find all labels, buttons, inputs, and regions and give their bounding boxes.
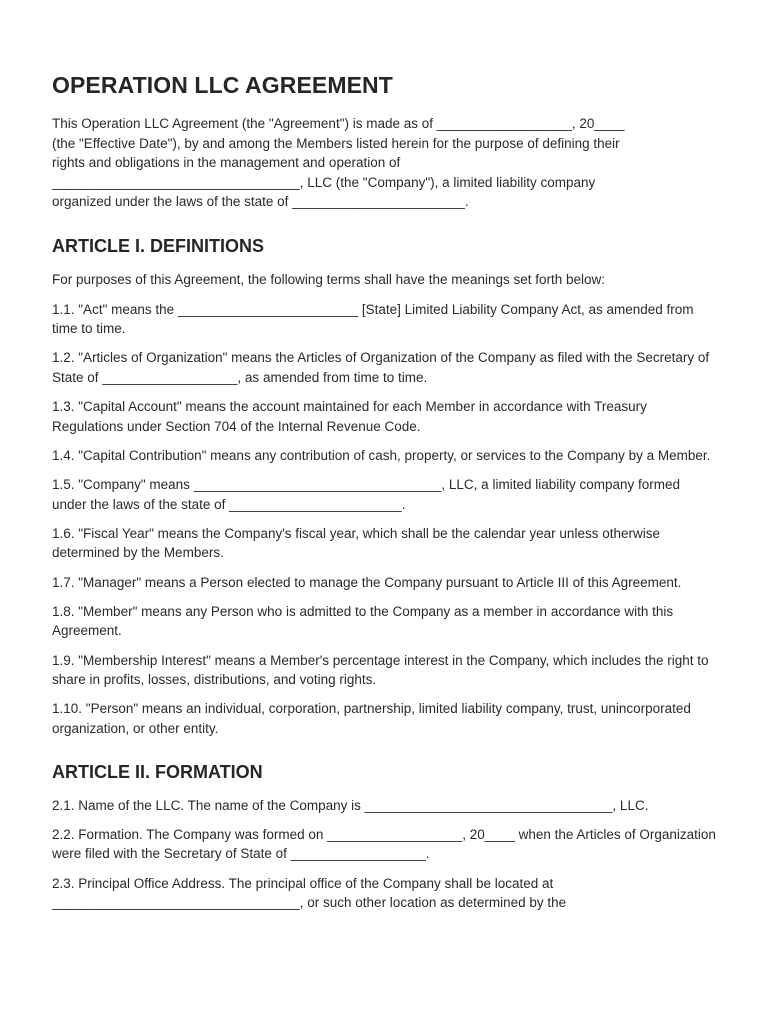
definition-1-6: 1.6. "Fiscal Year" means the Company's fiscal year, which shall be the calendar year unless otherwise determined by the Members. (52, 525, 660, 561)
section-2-2: 2.2. Formation. The Company was formed on __________________, 20____ when the Articles of Organization were filed with the Secretary of State of __________________. (52, 826, 716, 862)
section-2-3: 2.3. Principal Office Address. The principal office of the Company shall be located at _________________________________, or such other location as determined by the (52, 875, 567, 911)
definition-1-8: 1.8. "Member" means any Person who is admitted to the Company as a member in accordance with this Agreement. (52, 603, 674, 639)
definition-1-3: 1.3. "Capital Account" means the account maintained for each Member in accordance with Treasury Regulations under Section 704 of the Internal Revenue Code. (52, 399, 647, 434)
definitions-lead: For purposes of this Agreement, the following terms shall have the meanings set forth below: (52, 271, 606, 287)
intro-line: (the "Effective Date"), by and among the Members listed herein for the purpose of defining their (52, 135, 620, 151)
intro-line: This Operation LLC Agreement (the "Agreement") is made as of __________________, 20____ (52, 116, 625, 131)
definition-1-10: 1.10. "Person" means an individual, corporation, partnership, limited liability company, trust, unincorporated organization, or other entity. (52, 701, 691, 736)
document-body (52, 70, 716, 922)
intro-paragraph (52, 114, 716, 212)
intro-line: rights and obligations in the management and operation of (52, 155, 401, 171)
definition-1-7: 1.7. "Manager" means a Person elected to manage the Company pursuant to Article III of this Agreement. (52, 574, 682, 590)
section-2-1: 2.1. Name of the LLC. The name of the Company is _________________________________, LLC. (52, 797, 649, 813)
document-title: OPERATION LLC AGREEMENT (52, 72, 393, 98)
definition-1-4: 1.4. "Capital Contribution" means any contribution of cash, property, or services to the Company by a Member. (52, 447, 711, 463)
article-2-heading: ARTICLE II. FORMATION (52, 761, 263, 782)
intro-line: organized under the laws of the state of _______________________. (52, 194, 469, 210)
definition-1-9: 1.9. "Membership Interest" means a Member's percentage interest in the Company, which includes the right to share in profits, losses, distributions, and voting rights. (52, 652, 709, 688)
definition-1-5: 1.5. "Company" means _________________________________, LLC, a limited liability company formed under the laws of the state of _______________________. (52, 477, 681, 512)
definition-1-2: 1.2. "Articles of Organization" means the Articles of Organization of the Company as filed with the Secretary of State of __________________, as amended from time to time. (52, 350, 710, 385)
definition-1-1: 1.1. "Act" means the ________________________ [State] Limited Liability Company Act, as amended from time to time. (52, 301, 694, 337)
intro-line: _________________________________, LLC (the "Company"), a limited liability company (52, 174, 596, 190)
article-1-heading: ARTICLE I. DEFINITIONS (52, 235, 265, 256)
